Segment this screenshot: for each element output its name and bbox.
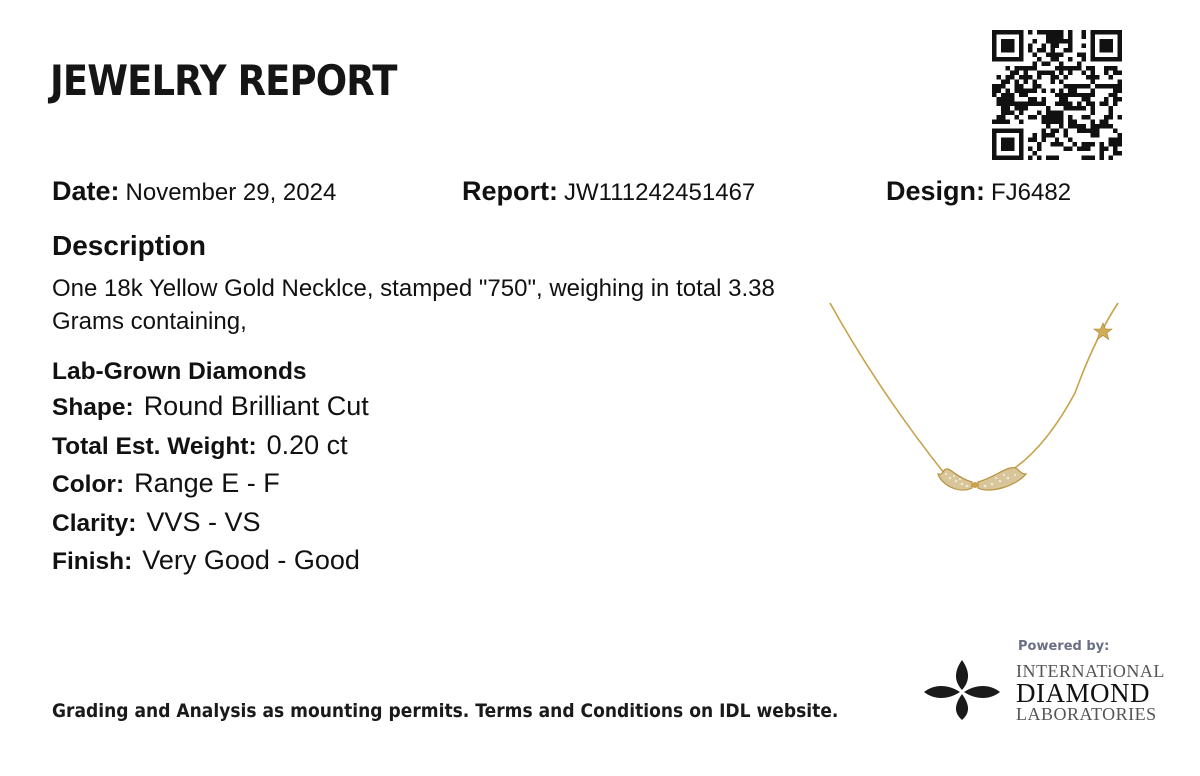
diamonds-heading: Lab-Grown Diamonds	[52, 358, 307, 385]
brand-line-laboratories: LABORATORIES	[1016, 704, 1157, 724]
spec-label: Shape:	[52, 394, 134, 421]
design-label: Design:	[886, 176, 986, 206]
spec-value: Very Good - Good	[142, 545, 360, 575]
terms-note: Grading and Analysis as mounting permits. Terms and Conditions on IDL website.	[52, 700, 839, 722]
star-charm-icon	[1094, 323, 1112, 340]
date-label: Date:	[52, 176, 120, 206]
spec-clarity	[52, 504, 369, 543]
description-text: One 18k Yellow Gold Necklce, stamped "750", weighing in total 3.38 Grams containing,	[52, 275, 775, 335]
spec-label: Clarity:	[52, 509, 137, 537]
report-label: Report:	[462, 176, 558, 206]
spec-value: Round Brilliant Cut	[143, 391, 369, 421]
spec-label: Color:	[52, 471, 125, 498]
description-heading: Description	[52, 230, 207, 261]
spec-value: VVS - VS	[146, 506, 261, 537]
spec-label: Finish:	[52, 548, 133, 575]
date-field	[52, 176, 336, 207]
spec-shape	[52, 388, 369, 427]
powered-by-label: Powered by:	[1018, 639, 1110, 654]
report-field	[462, 176, 755, 207]
brand-line-international: INTERNATiONAL	[1016, 661, 1165, 681]
spec-label: Total Est. Weight:	[52, 432, 257, 460]
date-value: November 29, 2024	[125, 179, 337, 206]
design-number: FJ6482	[991, 179, 1072, 206]
spec-value: Range E - F	[134, 468, 280, 498]
report-title: JEWELRY REPORT	[50, 56, 397, 105]
diamond-specs	[52, 356, 369, 581]
design-field	[886, 176, 1071, 207]
spec-color	[52, 465, 369, 504]
idl-wordmark	[1016, 662, 1165, 724]
brand-line-diamond: DIAMOND	[1016, 678, 1150, 708]
spec-value: 0.20 ct	[266, 429, 348, 460]
idl-logo-icon[interactable]	[922, 658, 1002, 722]
spec-weight	[52, 427, 369, 466]
report-number: JW111242451467	[564, 179, 756, 206]
wings-pendant-icon	[938, 468, 1026, 490]
spec-finish	[52, 542, 369, 581]
necklace-image	[820, 298, 1130, 528]
qr-code[interactable]	[992, 30, 1122, 160]
